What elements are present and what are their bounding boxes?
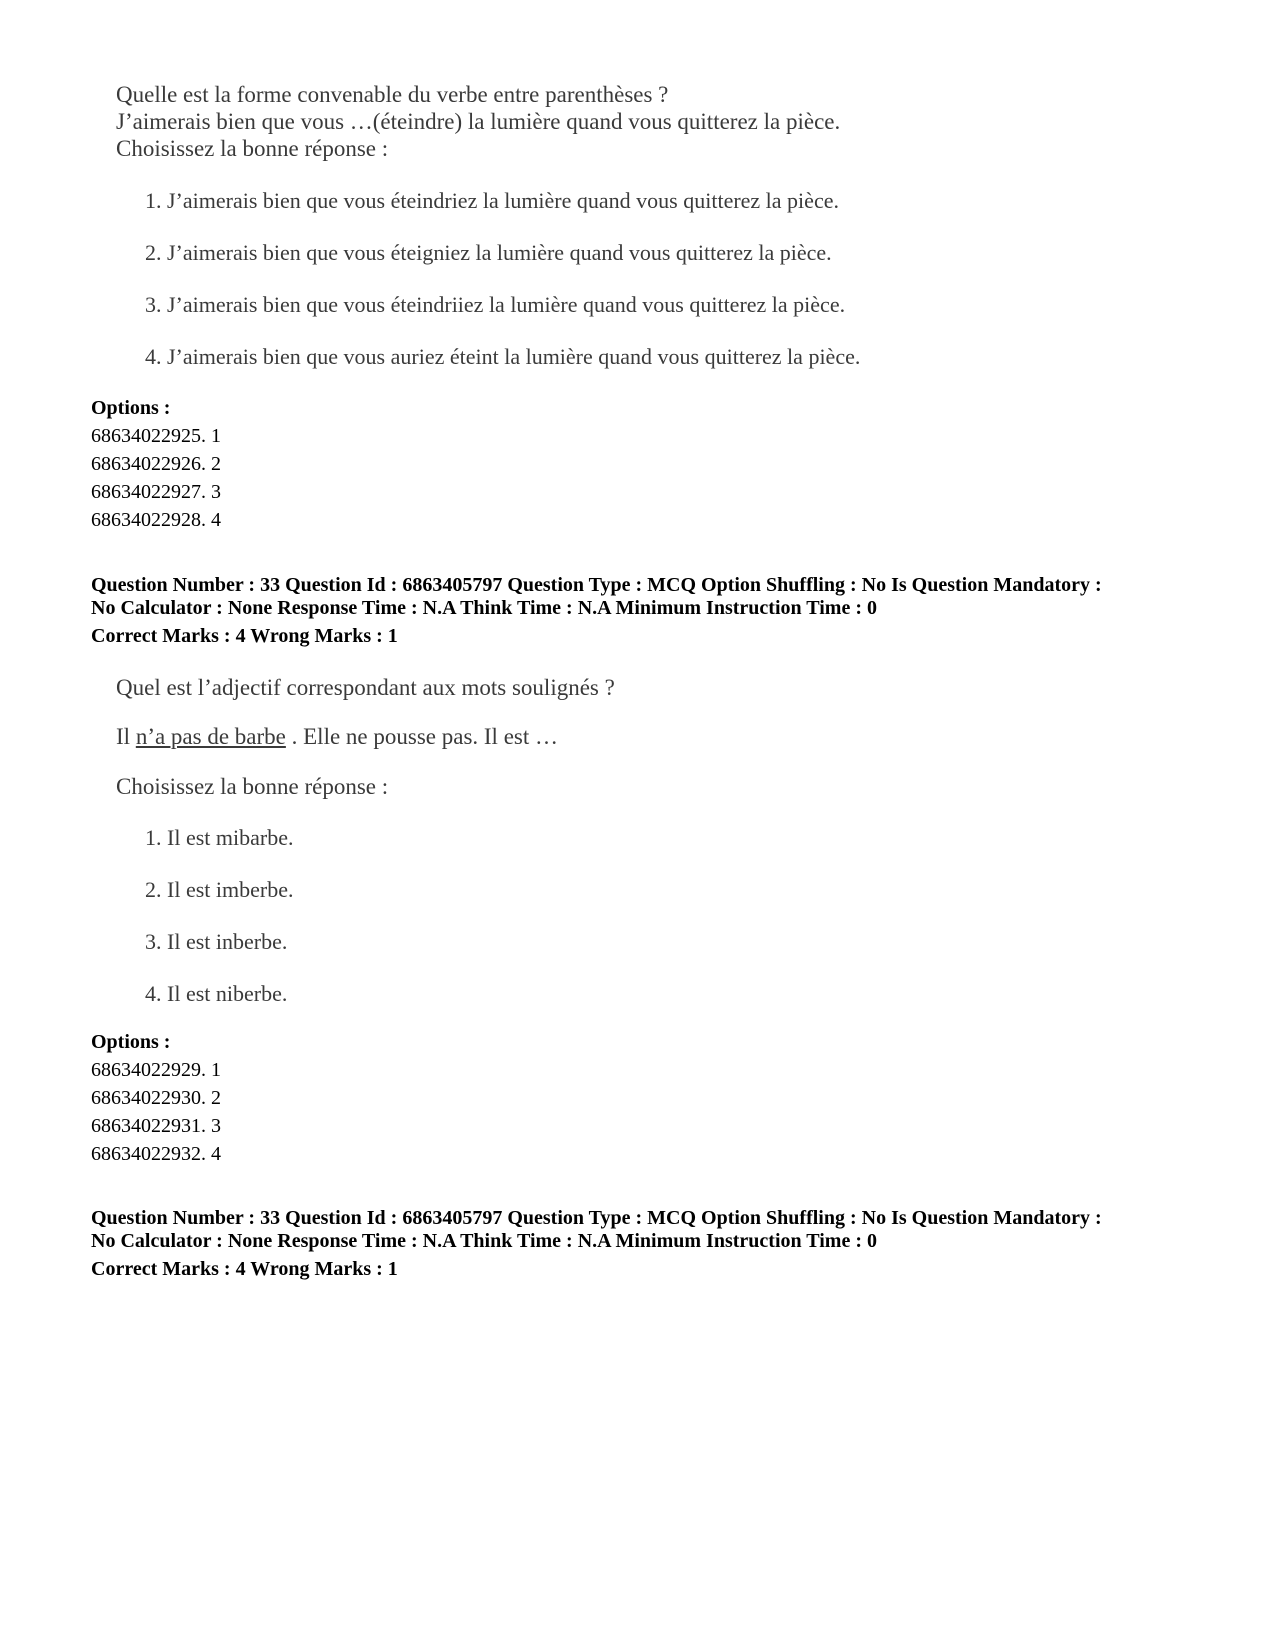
option-item: 68634022927. 3 xyxy=(91,481,221,503)
q32-prompt-line1: Quelle est la forme convenable du verbe entre parenthèses ? xyxy=(116,82,669,107)
q33-meta-line1: Question Number : 33 Question Id : 6863405797 Question Type : MCQ Option Shuffling : No Is Question Mandatory : xyxy=(91,574,1102,596)
q33-choice-1: 1. Il est mibarbe. xyxy=(145,825,294,850)
q32-prompt-line3: Choisissez la bonne réponse : xyxy=(116,136,389,161)
q33-choice-4: 4. Il est niberbe. xyxy=(145,981,288,1006)
q32-options-list xyxy=(91,422,221,534)
q33-options-label: Options : xyxy=(91,1031,171,1053)
q32-choice-3: 3. J’aimerais bien que vous éteindriiez la lumière quand vous quitterez la pièce. xyxy=(145,292,846,317)
option-item: 68634022929. 1 xyxy=(91,1059,221,1081)
q33-underlined-words: n’a pas de barbe xyxy=(135,724,286,749)
q32-options-label: Options : xyxy=(91,397,171,419)
option-item: 68634022928. 4 xyxy=(91,509,221,531)
option-item: 68634022926. 2 xyxy=(91,453,221,475)
q33-prompt-prefix: Il xyxy=(116,724,136,749)
option-item: 68634022930. 2 xyxy=(91,1087,221,1109)
q33-prompt-suffix: . Elle ne pousse pas. Il est … xyxy=(285,724,558,749)
q33-prompt-line3: Choisissez la bonne réponse : xyxy=(116,774,389,799)
q33-marks: Correct Marks : 4 Wrong Marks : 1 xyxy=(91,625,398,647)
option-item: 68634022932. 4 xyxy=(91,1143,221,1165)
q33-prompt-line2 xyxy=(116,723,558,750)
q32-choice-4: 4. J’aimerais bien que vous auriez éteint la lumière quand vous quitterez la pièce. xyxy=(145,344,861,369)
q33-choice-2: 2. Il est imberbe. xyxy=(145,877,294,902)
option-item: 68634022931. 3 xyxy=(91,1115,221,1137)
q33-meta-line2: No Calculator : None Response Time : N.A Think Time : N.A Minimum Instruction Time : 0 xyxy=(91,597,877,619)
q32-choice-2: 2. J’aimerais bien que vous éteigniez la lumière quand vous quitterez la pièce. xyxy=(145,240,832,265)
q34-marks: Correct Marks : 4 Wrong Marks : 1 xyxy=(91,1258,398,1280)
q32-prompt-line2: J’aimerais bien que vous …(éteindre) la lumière quand vous quitterez la pièce. xyxy=(116,109,841,134)
q33-options-list xyxy=(91,1056,221,1168)
option-item: 68634022925. 1 xyxy=(91,425,221,447)
q33-prompt-line1: Quel est l’adjectif correspondant aux mots soulignés ? xyxy=(116,675,615,700)
q34-meta-line1: Question Number : 33 Question Id : 6863405797 Question Type : MCQ Option Shuffling : No Is Question Mandatory : xyxy=(91,1207,1102,1229)
q34-meta-line2: No Calculator : None Response Time : N.A Think Time : N.A Minimum Instruction Time : 0 xyxy=(91,1230,877,1252)
q33-choice-3: 3. Il est inberbe. xyxy=(145,929,288,954)
q32-choice-1: 1. J’aimerais bien que vous éteindriez la lumière quand vous quitterez la pièce. xyxy=(145,188,839,213)
